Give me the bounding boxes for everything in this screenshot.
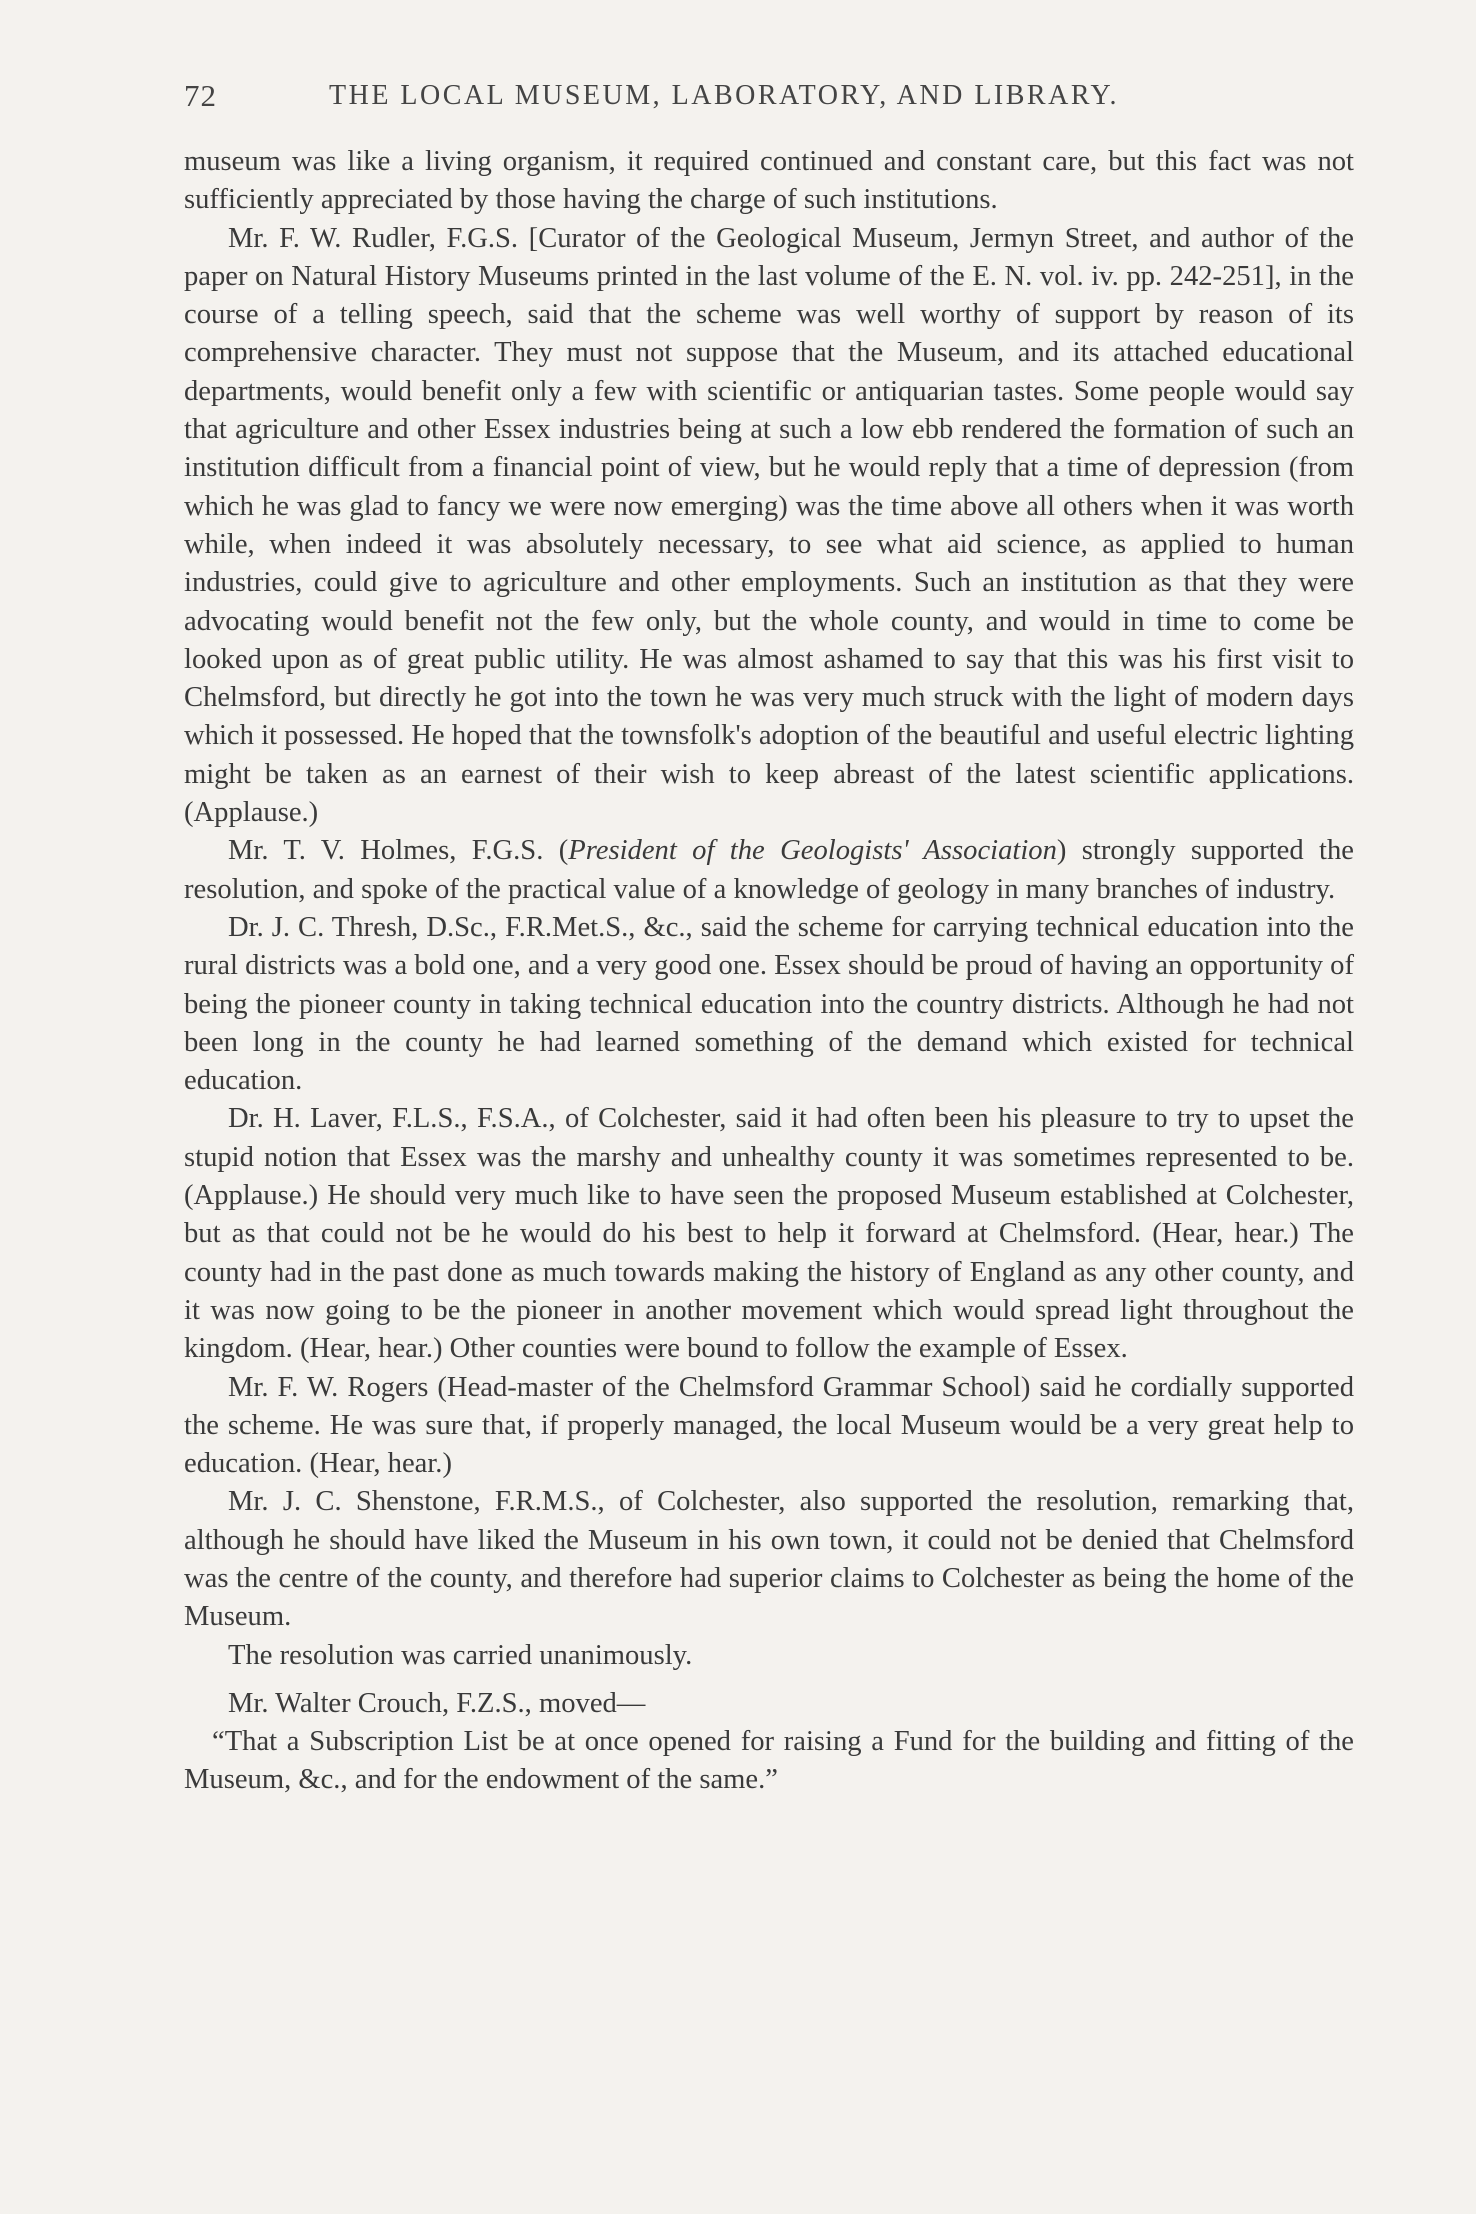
- page-number: 72: [184, 78, 217, 113]
- body-text: [184, 143, 1354, 1800]
- holmes-intro: Mr. T. V. Holmes, F.G.S. (: [228, 835, 569, 867]
- paragraph-resolution-carried: The resolution was carried unanimously.: [228, 1639, 693, 1671]
- paragraph-holmes: [184, 832, 1354, 909]
- paragraph-motion-quote: “That a Subscription List be at once opened for raising a Fund for the building and fitting of the Museum, &c., and for the endowment of the same.”: [184, 1726, 1354, 1796]
- paragraph-crouch-moved: Mr. Walter Crouch, F.Z.S., moved—: [228, 1687, 646, 1719]
- paragraph-rogers: Mr. F. W. Rogers (Head-master of the Chelmsford Grammar School) said he cordially supported the scheme. He was sure that, if properly managed, the local Museum would be a very great help to education. (Hear, hear.): [184, 1371, 1354, 1480]
- paragraph-continuation: museum was like a living organism, it required continued and constant care, but this fact was not sufficiently appreciated by those having the charge of such institutions.: [184, 146, 1354, 216]
- page-header: [184, 72, 1354, 116]
- paragraph-laver: Dr. H. Laver, F.L.S., F.S.A., of Colchester, said it had often been his pleasure to try to upset the stupid notion that Essex was the marshy and unhealthy county it was sometimes represented to be. (Applause.) He should very much like to have seen the proposed Museum established at Colchester, but as that could not be he would do his best to help it forward at Chelmsford. (Hear, hear.) The county had in the past done as much towards making the history of England as any other county, and it was now going to be the pioneer in another movement which would spread light throughout the kingdom. (Hear, hear.) Other counties were bound to follow the example of Essex.: [184, 1103, 1354, 1365]
- holmes-title-italic: President of the Geologists' Association: [568, 835, 1057, 867]
- paragraph-rudler: Mr. F. W. Rudler, F.G.S. [Curator of the Geological Museum, Jermyn Street, and author of the paper on Natural History Museums printed in the last volume of the E. N. vol. iv. pp. 242-251], in the course of a telling speech, said that the scheme was well worthy of support by reason of its comprehensive character. They must not suppose that the Museum, and its attached educational departments, would benefit only a few with scientific or antiquarian tastes. Some people would say that agriculture and other Essex industries being at such a low ebb rendered the formation of such an institution difficult from a financial point of view, but he would reply that a time of depression (from which he was glad to fancy we were now emerging) was the time above all others when it was worth while, when indeed it was absolutely necessary, to see what aid science, as applied to human industries, could give to agriculture and other employments. Such an institution as that they were advocating would benefit not the few only, but the whole county, and would in time to come be looked upon as of great public utility. He was almost ashamed to say that this was his first visit to Chelmsford, but directly he got into the town he was very much struck with the light of modern days which it possessed. He hoped that the townsfolk's adoption of the beautiful and useful electric lighting might be taken as an earnest of their wish to keep abreast of the latest scientific applications. (Applause.): [184, 222, 1354, 829]
- paragraph-shenstone: Mr. J. C. Shenstone, F.R.M.S., of Colchester, also supported the resolution, remarking that, although he should have liked the Museum in his own town, it could not be denied that Chelmsford was the centre of the county, and therefore had superior claims to Colchester as being the home of the Museum.: [184, 1486, 1354, 1633]
- running-title: THE LOCAL MUSEUM, LABORATORY, AND LIBRARY.: [329, 80, 1120, 111]
- holmes-remainder: ) strongly supported the resolution, and spoke of the practical value of a knowledge of geology in many branches of industry.: [184, 835, 1354, 905]
- paragraph-thresh: Dr. J. C. Thresh, D.Sc., F.R.Met.S., &c., said the scheme for carrying technical education into the rural districts was a bold one, and a very good one. Essex should be proud of having an opportunity of being the pioneer county in taking technical education into the country districts. Although he had not been long in the county he had learned something of the demand which existed for technical education.: [184, 911, 1354, 1097]
